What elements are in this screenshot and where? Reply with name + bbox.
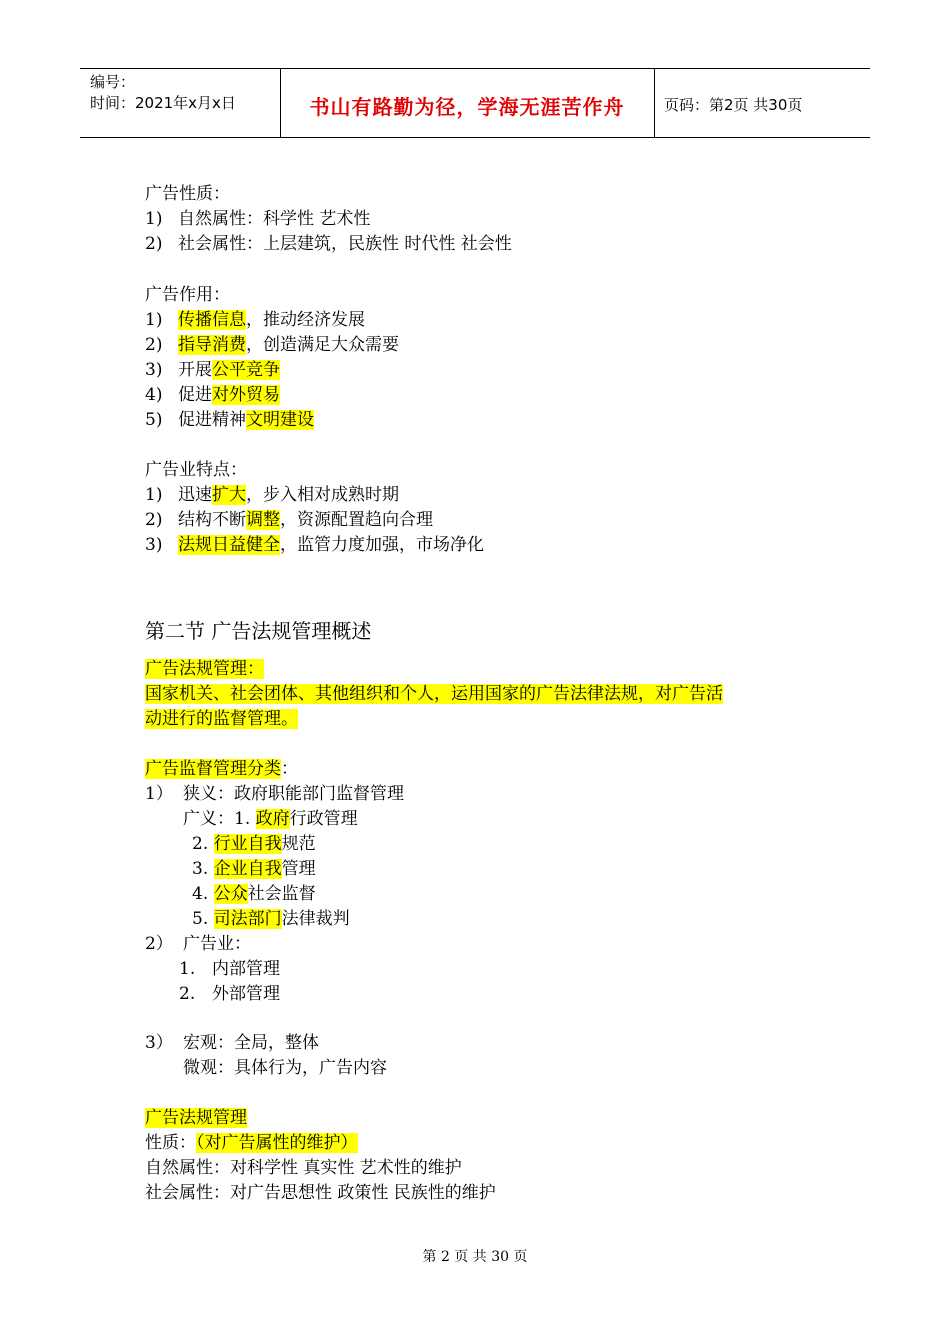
time-label: 时间：2021年x月x日: [90, 94, 236, 112]
definition-title: 广告法规管理：: [145, 659, 264, 679]
highlight: 指导消费: [178, 335, 246, 355]
highlight: 政府: [255, 809, 290, 829]
highlight: 扩大: [212, 485, 246, 505]
list-item: 5) 促进精神文明建设: [145, 410, 314, 430]
id-label: 编号：: [90, 73, 136, 91]
list-item: 2) 结构不断调整，资源配置趋向合理: [145, 510, 433, 530]
list-item: 3. 企业自我管理: [192, 859, 316, 879]
law-nature: 性质：（对广告属性的维护）: [145, 1133, 358, 1153]
header-meta: [90, 72, 236, 114]
list-item: 2） 广告业：: [145, 934, 251, 954]
highlight: （对广告属性的维护）: [196, 1133, 358, 1153]
list-item: 1) 迅速扩大，步入相对成熟时期: [145, 485, 399, 505]
list-item: 1. 内部管理: [179, 959, 280, 979]
list-item: 5. 司法部门法律裁判: [192, 909, 350, 929]
section-heading: 第二节 广告法规管理概述: [145, 619, 372, 643]
highlight: 行业自我: [213, 834, 282, 854]
header-motto: 书山有路勤为径，学海无涯苦作舟: [309, 95, 625, 119]
list-item: 广义：1. 政府行政管理: [183, 809, 358, 829]
list-item: 微观：具体行为，广告内容: [183, 1058, 387, 1078]
definition-line: 国家机关、社会团体、其他组织和个人，运用国家的广告法律法规，对广告活: [145, 684, 723, 704]
highlight: 调整: [246, 510, 280, 530]
industry-title: 广告业特点：: [145, 460, 247, 480]
nature-title: 广告性质：: [145, 184, 230, 204]
highlight: 文明建设: [246, 410, 314, 430]
list-item: 3) 开展公平竞争: [145, 360, 280, 380]
definition-line: 动进行的监督管理。: [145, 709, 298, 729]
highlight: 传播信息: [178, 310, 246, 330]
list-item: 2) 指导消费，创造满足大众需要: [145, 335, 399, 355]
page-footer: 第 2 页 共 30 页: [422, 1249, 528, 1265]
page-header: [80, 68, 870, 138]
list-item: 2) 社会属性：上层建筑，民族性 时代性 社会性: [145, 234, 512, 254]
header-divider: [654, 69, 655, 137]
classification-title: 广告监督管理分类：: [145, 759, 298, 779]
highlight: 法规日益健全: [178, 535, 280, 555]
highlight: 公平竞争: [212, 360, 280, 380]
list-item: 1) 自然属性：科学性 艺术性: [145, 209, 371, 229]
highlight: 公众: [213, 884, 248, 904]
law-natural: 自然属性：对科学性 真实性 艺术性的维护: [145, 1158, 462, 1178]
list-item: 1） 狭义：政府职能部门监督管理: [145, 784, 404, 804]
header-page-info: 页码：第2页 共30页: [664, 96, 803, 114]
highlight: 司法部门: [213, 909, 282, 929]
list-item: 2. 外部管理: [179, 984, 280, 1004]
list-item: 4. 公众社会监督: [192, 884, 316, 904]
law-social: 社会属性：对广告思想性 政策性 民族性的维护: [145, 1183, 496, 1203]
list-item: 4) 促进对外贸易: [145, 385, 280, 405]
list-item: 1) 传播信息，推动经济发展: [145, 310, 365, 330]
highlight: 对外贸易: [212, 385, 280, 405]
highlight: 企业自我: [213, 859, 282, 879]
list-item: 2. 行业自我规范: [192, 834, 316, 854]
function-title: 广告作用：: [145, 285, 230, 305]
law-title: 广告法规管理: [145, 1108, 247, 1128]
list-item: 3） 宏观：全局，整体: [145, 1033, 319, 1053]
list-item: 3) 法规日益健全，监管力度加强，市场净化: [145, 535, 484, 555]
